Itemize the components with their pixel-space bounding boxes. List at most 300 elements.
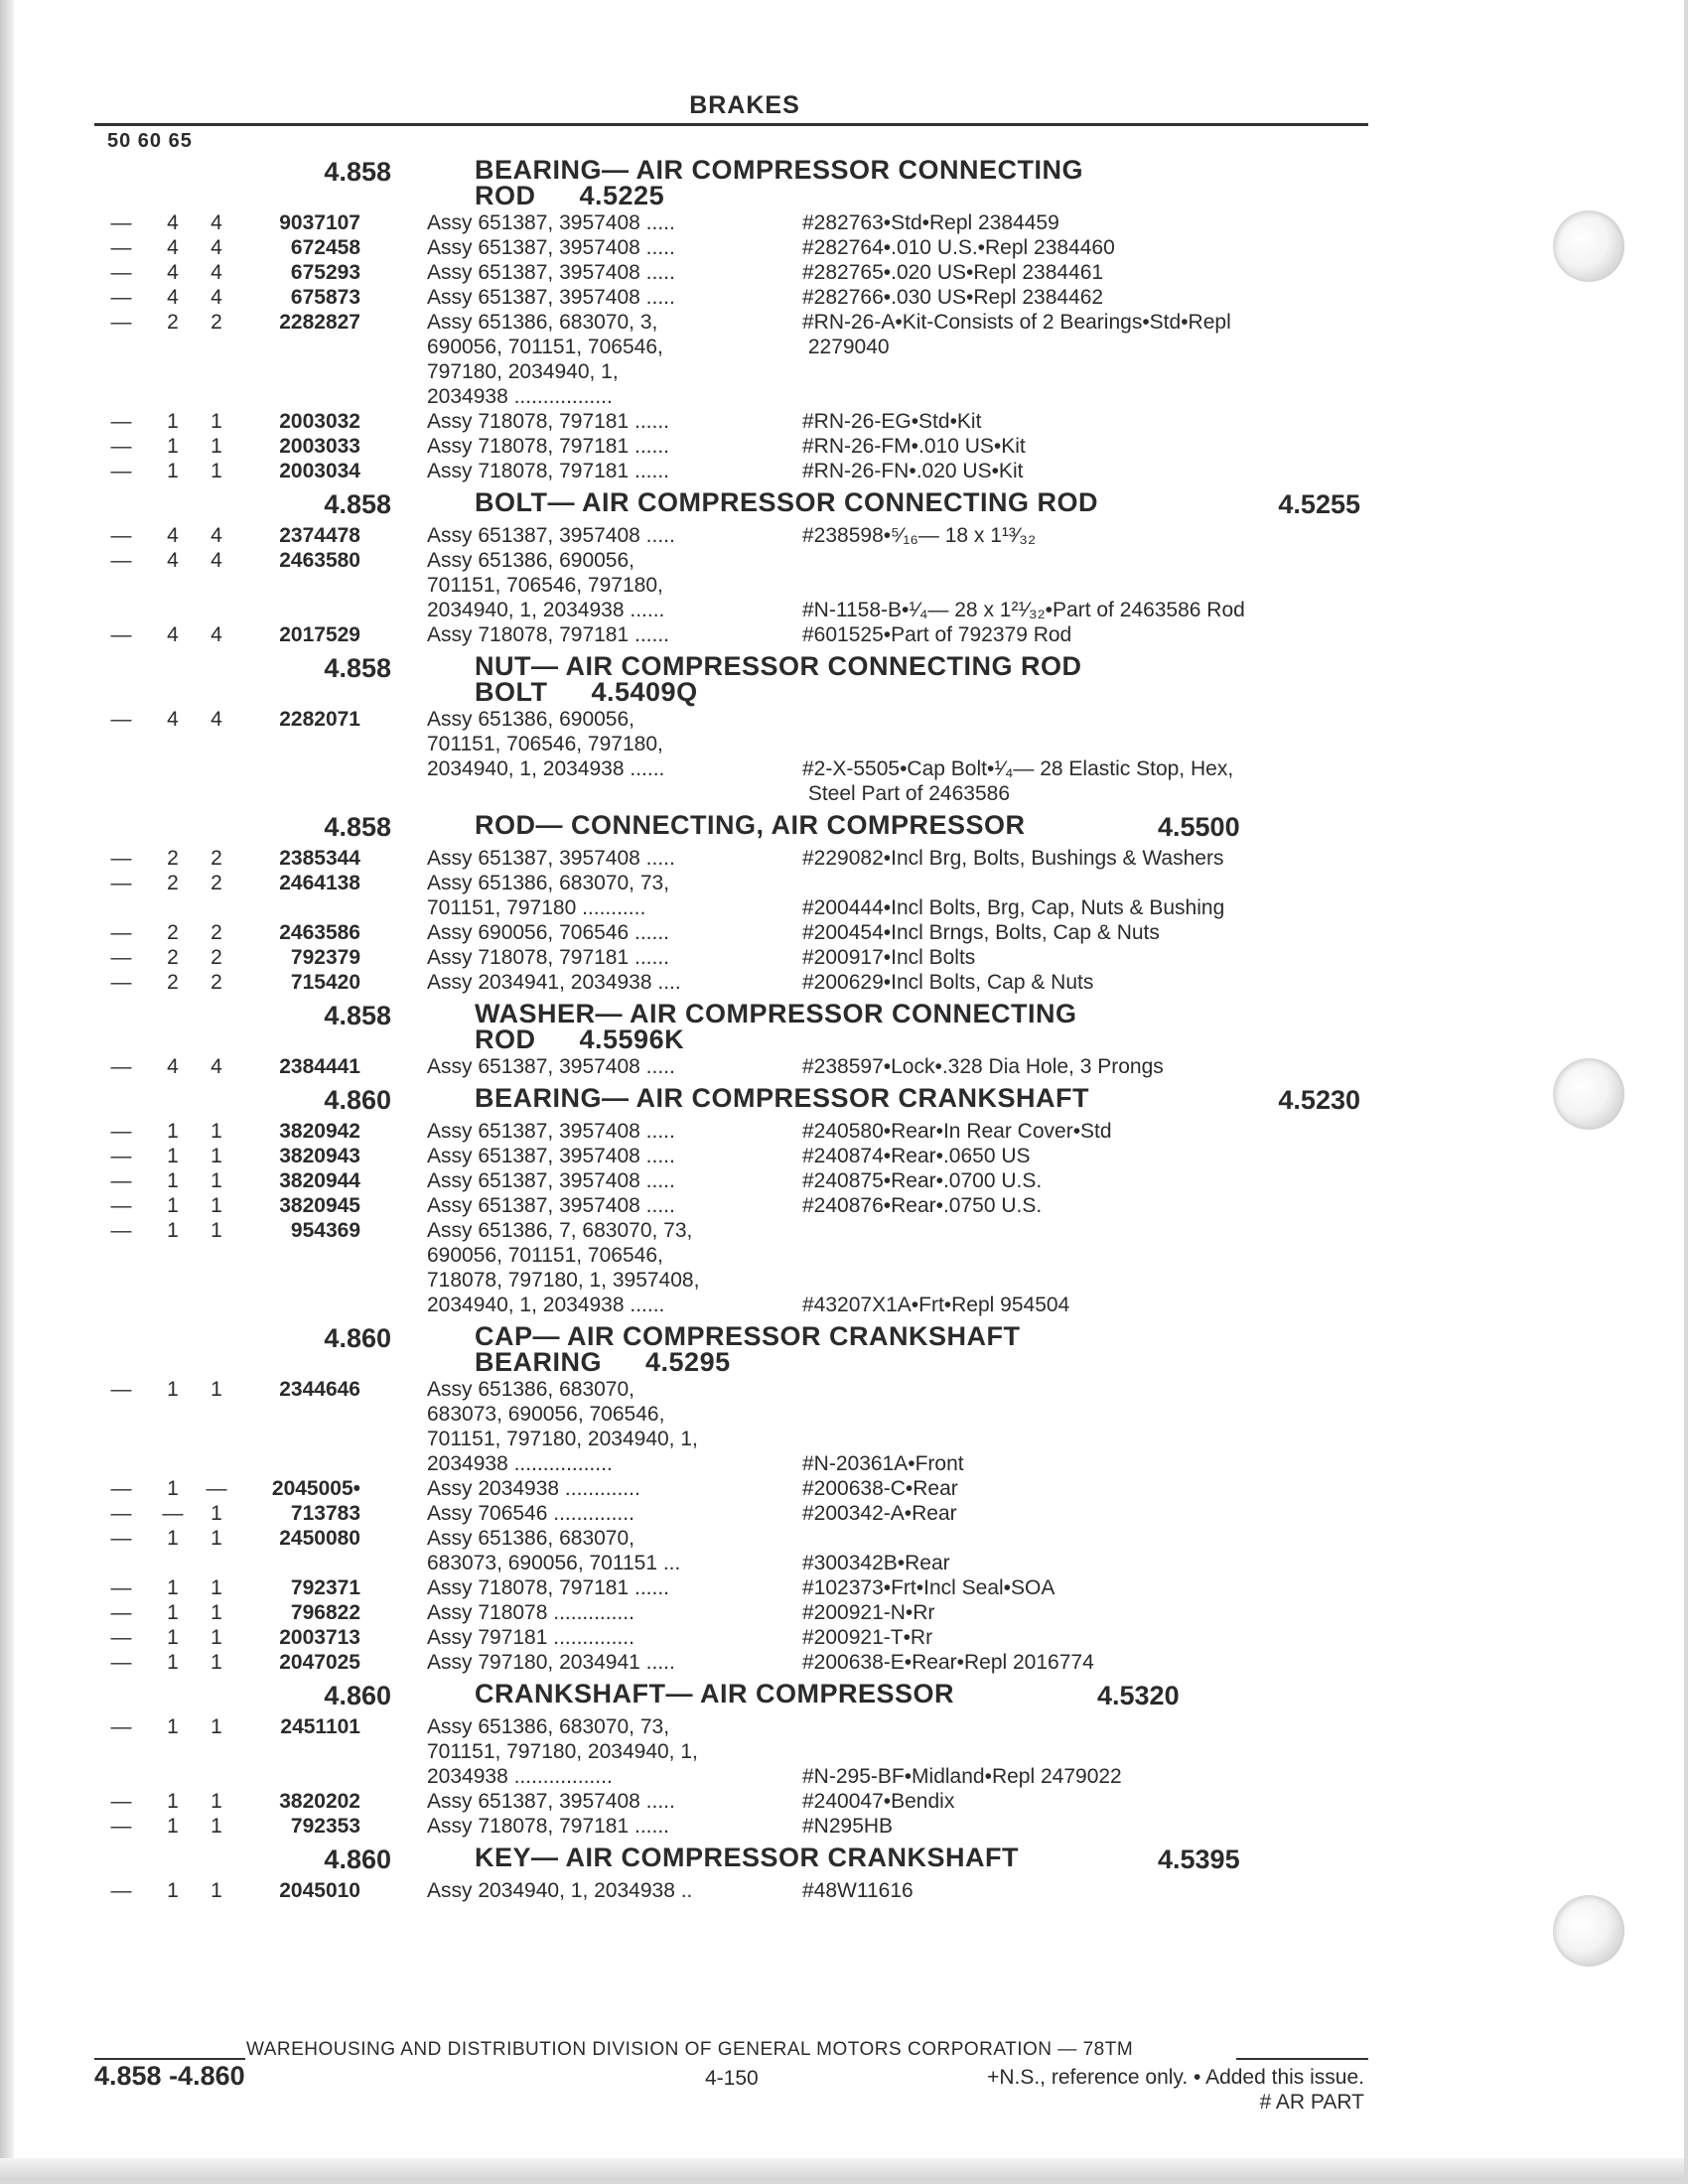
- usage-1950: —: [110, 524, 132, 547]
- part-number: 675873: [290, 286, 360, 309]
- usage-1950: —: [110, 1651, 132, 1674]
- section-title-line-1: BOLT— AIR COMPRESSOR CONNECTING ROD: [475, 487, 1099, 517]
- usage-1965: 1: [211, 1194, 222, 1217]
- section-title-line-1: BEARING— AIR COMPRESSOR CRANKSHAFT: [475, 1083, 1090, 1113]
- usage-1965: 1: [211, 1219, 222, 1242]
- usage-1965: 1: [211, 1879, 222, 1902]
- part-row: [0, 920, 1370, 945]
- usage-1965: 1: [211, 1502, 222, 1525]
- usage-1960: 2: [167, 921, 179, 944]
- section-header: [0, 806, 1370, 846]
- assembly-line: Assy 651387, 3957408 .....: [427, 1194, 675, 1217]
- section-title-line-1: ROD— CONNECTING, AIR COMPRESSOR: [475, 810, 1026, 840]
- usage-1950: —: [110, 623, 132, 646]
- part-number: 2450080: [279, 1527, 360, 1550]
- section-header: [0, 995, 1370, 1054]
- assembly-line: Assy 651387, 3957408 .....: [427, 236, 675, 259]
- part-row: [0, 1377, 1370, 1476]
- usage-1960: 1: [167, 410, 179, 433]
- assembly-list: [427, 1054, 784, 1079]
- usage-1950: —: [110, 1715, 132, 1738]
- assembly-list: [427, 285, 784, 310]
- header-rule: [94, 123, 1368, 126]
- usage-1960: 1: [167, 1626, 179, 1649]
- usage-1960: 1: [167, 1120, 179, 1143]
- usage-1960: 1: [167, 1145, 179, 1167]
- section-title-line-2: BEARING: [475, 1347, 603, 1377]
- assembly-line: Assy 651386, 690056,: [427, 708, 634, 731]
- part-description: #240580•Rear•In Rear Cover•Std: [802, 1120, 1112, 1143]
- usage-1950: —: [110, 1790, 132, 1813]
- usage-1965: 2: [211, 311, 222, 334]
- part-description: #200342-A•Rear: [802, 1502, 957, 1525]
- part-row: [0, 1218, 1370, 1317]
- usage-1960: 1: [167, 1219, 179, 1242]
- section-reference: 4.5230: [1278, 1085, 1360, 1115]
- part-number: 796822: [290, 1601, 360, 1624]
- assembly-list: [427, 1526, 784, 1575]
- section-reference: 4.5409Q: [591, 677, 698, 707]
- part-description: #240876•Rear•.0750 U.S.: [802, 1194, 1043, 1217]
- assembly-line: 2034938 .................: [427, 385, 613, 408]
- usage-1950: —: [110, 921, 132, 944]
- assembly-line: Assy 718078, 797181 ......: [427, 435, 670, 458]
- usage-1950: —: [110, 1879, 132, 1902]
- assembly-line: Assy 706546 ..............: [427, 1502, 634, 1525]
- part-description: #48W11616: [802, 1879, 914, 1902]
- usage-1950: —: [110, 1527, 132, 1550]
- assembly-line: Assy 651387, 3957408 .....: [427, 1120, 675, 1143]
- assembly-list: [427, 1878, 784, 1903]
- usage-1950: —: [110, 971, 132, 994]
- part-description: #300342B•Rear: [802, 1552, 950, 1574]
- usage-1960: 1: [167, 1169, 179, 1192]
- assembly-line: 701151, 797180, 2034940, 1,: [427, 1740, 698, 1763]
- part-row: [0, 1575, 1370, 1600]
- part-description: #N-1158-B•¹⁄₄— 28 x 1²¹⁄₃₂•Part of 2463586 Rod: [802, 599, 1245, 621]
- usage-1960: —: [162, 1502, 184, 1525]
- usage-1960: 1: [167, 1477, 179, 1500]
- part-row: [0, 459, 1370, 483]
- assembly-line: Assy 651387, 3957408 .....: [427, 524, 675, 547]
- part-number: 2374478: [279, 524, 360, 547]
- section-title: [475, 489, 1098, 515]
- section-reference: 4.5320: [1097, 1681, 1180, 1710]
- section-header: [0, 1839, 1370, 1878]
- usage-1960: 1: [167, 460, 179, 482]
- part-number: 3820943: [279, 1145, 360, 1167]
- section-title: [475, 812, 1026, 838]
- usage-1950: —: [110, 1626, 132, 1649]
- usage-1960: 1: [167, 1527, 179, 1550]
- assembly-line: Assy 2034940, 1, 2034938 ..: [427, 1879, 693, 1902]
- assembly-line: 701151, 797180, 2034940, 1,: [427, 1428, 698, 1450]
- section-reference: 4.5295: [645, 1347, 731, 1377]
- assembly-list: [427, 1625, 784, 1650]
- section-title-line-2: BOLT: [475, 677, 548, 707]
- usage-1950: —: [110, 1055, 132, 1078]
- assembly-line: 2034940, 1, 2034938 ......: [427, 599, 665, 621]
- part-number: 2003034: [279, 460, 360, 482]
- usage-1960: 4: [167, 286, 179, 309]
- usage-1965: 1: [211, 1120, 222, 1143]
- assembly-line: Assy 718078, 797181 ......: [427, 1576, 670, 1599]
- usage-1965: 4: [211, 623, 222, 646]
- usage-1950: —: [110, 435, 132, 458]
- assembly-list: [427, 1144, 784, 1168]
- section-header: [0, 1317, 1370, 1377]
- part-row: [0, 235, 1370, 260]
- section-reference: 4.5395: [1158, 1844, 1240, 1874]
- assembly-line: Assy 651387, 3957408 .....: [427, 261, 675, 284]
- usage-1965: 1: [211, 1169, 222, 1192]
- part-number: 713783: [290, 1502, 360, 1525]
- usage-1965: 1: [211, 1145, 222, 1167]
- section-title: [475, 1085, 1089, 1111]
- usage-1965: 1: [211, 1790, 222, 1813]
- usage-1965: 2: [211, 921, 222, 944]
- usage-1950: —: [110, 236, 132, 259]
- usage-1965: 4: [211, 286, 222, 309]
- section-title-line-1: CRANKSHAFT— AIR COMPRESSOR: [475, 1679, 955, 1708]
- assembly-list: [427, 235, 784, 260]
- assembly-line: Assy 690056, 706546 ......: [427, 921, 670, 944]
- usage-1950: —: [110, 1194, 132, 1217]
- part-number: 2047025: [279, 1651, 360, 1674]
- assembly-list: [427, 1476, 784, 1501]
- usage-1960: 2: [167, 971, 179, 994]
- usage-1965: 1: [211, 1527, 222, 1550]
- assembly-line: Assy 651386, 690056,: [427, 549, 634, 572]
- usage-1950: —: [110, 1502, 132, 1525]
- part-row: [0, 1814, 1370, 1839]
- assembly-list: [427, 1714, 784, 1789]
- assembly-line: Assy 651387, 3957408 .....: [427, 1169, 675, 1192]
- footer-rule-right: [1236, 2058, 1368, 2060]
- usage-1950: —: [110, 872, 132, 894]
- assembly-list: [427, 707, 784, 781]
- assembly-line: 701151, 706546, 797180,: [427, 733, 663, 755]
- section-number: 4.858: [324, 157, 391, 187]
- footer-distributor-text: WAREHOUSING AND DISTRIBUTION DIVISION OF GENERAL MOTORS CORPORATION — 78TM: [246, 2039, 1134, 2060]
- part-description: #RN-26-FM•.010 US•Kit: [802, 435, 1026, 458]
- legend-line-2: # AR PART: [1259, 2091, 1364, 2114]
- part-description: #200638-C•Rear: [802, 1477, 958, 1500]
- part-number: 2451101: [280, 1715, 360, 1738]
- section-title-line-2: ROD: [475, 181, 536, 210]
- section-title-line-1: KEY— AIR COMPRESSOR CRANKSHAFT: [475, 1843, 1020, 1872]
- assembly-line: Assy 718078, 797181 ......: [427, 623, 670, 646]
- section-header: [0, 151, 1370, 210]
- legend-line-1: +N.S., reference only. • Added this issue.: [987, 2066, 1364, 2089]
- assembly-line: 2034940, 1, 2034938 ......: [427, 1294, 665, 1316]
- usage-1960: 1: [167, 1715, 179, 1738]
- part-row: [0, 622, 1370, 647]
- section-title-line-1: BEARING— AIR COMPRESSOR CONNECTING: [475, 155, 1084, 185]
- assembly-line: Assy 718078, 797181 ......: [427, 460, 670, 482]
- section-title: [475, 653, 1082, 705]
- usage-1950: —: [110, 1576, 132, 1599]
- assembly-line: Assy 651387, 3957408 .....: [427, 847, 675, 870]
- usage-1965: 1: [211, 1378, 222, 1401]
- assembly-list: [427, 260, 784, 285]
- part-row: [0, 1789, 1370, 1814]
- part-description: #200917•Incl Bolts: [802, 946, 976, 969]
- part-row: [0, 1168, 1370, 1193]
- part-number: 792371: [290, 1576, 360, 1599]
- assembly-line: 2034938 .................: [427, 1452, 613, 1475]
- part-number: 954369: [290, 1219, 360, 1242]
- usage-1950: —: [110, 211, 132, 234]
- usage-1960: 4: [167, 549, 179, 572]
- part-number: 2003033: [279, 435, 360, 458]
- part-description: #238598•⁵⁄₁₆— 18 x 1¹³⁄₃₂: [802, 524, 1037, 547]
- part-row: [0, 523, 1370, 548]
- part-number: 792379: [290, 946, 360, 969]
- part-description: #240047•Bendix: [802, 1790, 955, 1813]
- assembly-list: [427, 945, 784, 970]
- usage-1960: 2: [167, 872, 179, 894]
- assembly-line: Assy 718078, 797181 ......: [427, 410, 670, 433]
- usage-1965: 1: [211, 435, 222, 458]
- assembly-line: Assy 651386, 683070,: [427, 1378, 634, 1401]
- binder-hole: [1553, 1058, 1624, 1130]
- usage-1960: 2: [167, 946, 179, 969]
- part-number: 2344646: [279, 1378, 360, 1401]
- section-header: [0, 647, 1370, 707]
- assembly-list: [427, 434, 784, 459]
- part-number: 2463586: [279, 921, 360, 944]
- usage-1960: 1: [167, 1815, 179, 1838]
- usage-1965: 1: [211, 460, 222, 482]
- usage-1965: 4: [211, 549, 222, 572]
- assembly-line: Assy 718078 ..............: [427, 1601, 634, 1624]
- usage-1950: —: [110, 946, 132, 969]
- usage-1960: 4: [167, 261, 179, 284]
- usage-1965: 1: [211, 1601, 222, 1624]
- assembly-line: Assy 651386, 683070,: [427, 1527, 634, 1550]
- part-description: #282764•.010 U.S.•Repl 2384460: [802, 236, 1115, 259]
- part-row: [0, 945, 1370, 970]
- assembly-list: [427, 409, 784, 434]
- usage-1965: 1: [211, 410, 222, 433]
- part-description: #200454•Incl Brngs, Bolts, Cap & Nuts: [802, 921, 1160, 944]
- usage-1965: 2: [211, 946, 222, 969]
- part-description: #240875•Rear•.0700 U.S.: [802, 1169, 1043, 1192]
- section-title: [475, 1844, 1019, 1870]
- assembly-line: 683073, 690056, 706546,: [427, 1403, 665, 1426]
- part-number: 2003032: [279, 410, 360, 433]
- part-row: [0, 548, 1370, 622]
- usage-1950: —: [110, 311, 132, 334]
- part-number: 715420: [290, 971, 360, 994]
- assembly-list: [427, 459, 784, 483]
- part-number: 3820944: [279, 1169, 360, 1192]
- assembly-list: [427, 622, 784, 647]
- part-description: #200921-N•Rr: [802, 1601, 935, 1624]
- usage-1950: —: [110, 847, 132, 870]
- part-row: [0, 310, 1370, 409]
- usage-1950: —: [110, 1815, 132, 1838]
- part-row: [0, 871, 1370, 920]
- assembly-list: [427, 1501, 784, 1526]
- usage-1965: —: [206, 1477, 227, 1500]
- usage-1965: 4: [211, 211, 222, 234]
- usage-1960: 1: [167, 1601, 179, 1624]
- assembly-list: [427, 210, 784, 235]
- section-range: 4.858 -4.860: [94, 2061, 245, 2091]
- assembly-line: Assy 2034938 .............: [427, 1477, 640, 1500]
- assembly-list: [427, 1168, 784, 1193]
- usage-1965: 2: [211, 971, 222, 994]
- usage-1960: 2: [167, 847, 179, 870]
- part-description: #238597•Lock•.328 Dia Hole, 3 Prongs: [802, 1055, 1164, 1078]
- section-number: 4.860: [324, 1844, 391, 1874]
- part-number: 2464138: [279, 872, 360, 894]
- part-description: #RN-26-A•Kit-Consists of 2 Bearings•Std•Repl 2279040: [802, 311, 1231, 358]
- section-title-line-2: ROD: [475, 1024, 536, 1054]
- usage-1950: —: [110, 286, 132, 309]
- part-number: 2045005•: [271, 1477, 360, 1500]
- section-number: 4.858: [324, 489, 391, 519]
- assembly-list: [427, 1575, 784, 1600]
- assembly-line: Assy 651386, 683070, 73,: [427, 872, 670, 894]
- assembly-list: [427, 1119, 784, 1144]
- part-description: #282763•Std•Repl 2384459: [802, 211, 1059, 234]
- part-description: #601525•Part of 792379 Rod: [802, 623, 1072, 646]
- assembly-list: [427, 970, 784, 995]
- usage-1960: 1: [167, 1378, 179, 1401]
- section-title-line-1: WASHER— AIR COMPRESSOR CONNECTING: [475, 999, 1077, 1028]
- assembly-line: 701151, 797180 ...........: [427, 896, 646, 919]
- section-title-line-1: NUT— AIR COMPRESSOR CONNECTING ROD: [475, 651, 1082, 681]
- part-description: #200921-T•Rr: [802, 1626, 933, 1649]
- assembly-list: [427, 310, 784, 409]
- assembly-line: 683073, 690056, 701151 ...: [427, 1552, 681, 1574]
- usage-1960: 4: [167, 236, 179, 259]
- part-row: [0, 970, 1370, 995]
- assembly-list: [427, 1193, 784, 1218]
- usage-1960: 4: [167, 708, 179, 731]
- usage-1965: 1: [211, 1626, 222, 1649]
- usage-1950: —: [110, 460, 132, 482]
- section-number: 4.858: [324, 653, 391, 683]
- part-number: 3820202: [279, 1790, 360, 1813]
- part-row: [0, 1054, 1370, 1079]
- part-row: [0, 285, 1370, 310]
- usage-1950: —: [110, 1169, 132, 1192]
- part-number: 2003713: [279, 1626, 360, 1649]
- assembly-list: [427, 1218, 784, 1317]
- assembly-list: [427, 920, 784, 945]
- assembly-line: 2034940, 1, 2034938 ......: [427, 757, 665, 780]
- assembly-list: [427, 1814, 784, 1839]
- section-title: [475, 1681, 954, 1706]
- assembly-line: Assy 651386, 683070, 73,: [427, 1715, 670, 1738]
- assembly-list: [427, 1789, 784, 1814]
- usage-1950: —: [110, 1145, 132, 1167]
- usage-1960: 1: [167, 435, 179, 458]
- usage-1960: 4: [167, 623, 179, 646]
- part-row: [0, 1526, 1370, 1575]
- section-number: 4.858: [324, 812, 391, 842]
- usage-1950: —: [110, 1601, 132, 1624]
- part-number: 9037107: [279, 211, 360, 234]
- part-description: #RN-26-EG•Std•Kit: [802, 410, 982, 433]
- parts-list: [0, 151, 1370, 1903]
- usage-1950: —: [110, 1477, 132, 1500]
- part-row: [0, 1476, 1370, 1501]
- section-number: 4.860: [324, 1323, 391, 1353]
- assembly-line: 690056, 701151, 706546,: [427, 336, 663, 358]
- section-header: [0, 1675, 1370, 1714]
- assembly-line: Assy 797181 ..............: [427, 1626, 634, 1649]
- assembly-line: 2034938 .................: [427, 1765, 613, 1788]
- assembly-line: 690056, 701151, 706546,: [427, 1244, 663, 1267]
- assembly-line: Assy 718078, 797181 ......: [427, 946, 670, 969]
- section-reference: 4.5225: [579, 181, 665, 210]
- part-number: 2045010: [279, 1879, 360, 1902]
- part-row: [0, 260, 1370, 285]
- part-number: 2017529: [279, 623, 360, 646]
- part-description: #282765•.020 US•Repl 2384461: [802, 261, 1104, 284]
- part-number: 675293: [290, 261, 360, 284]
- usage-1960: 4: [167, 1055, 179, 1078]
- usage-1960: 1: [167, 1194, 179, 1217]
- usage-1960: 1: [167, 1576, 179, 1599]
- part-number: 3820942: [279, 1120, 360, 1143]
- usage-1950: —: [110, 708, 132, 731]
- assembly-line: 701151, 706546, 797180,: [427, 574, 663, 597]
- part-description: #200629•Incl Bolts, Cap & Nuts: [802, 971, 1094, 994]
- footer-rule-left: [94, 2058, 245, 2060]
- section-header: [0, 483, 1370, 523]
- assembly-line: Assy 718078, 797181 ......: [427, 1815, 670, 1838]
- part-row: [0, 707, 1370, 806]
- part-row: [0, 1600, 1370, 1625]
- usage-1965: 4: [211, 524, 222, 547]
- section-number: 4.860: [324, 1085, 391, 1115]
- usage-1965: 4: [211, 261, 222, 284]
- model-year-header: 50 60 65: [107, 130, 193, 152]
- section-number: 4.858: [324, 1001, 391, 1030]
- part-row: [0, 1714, 1370, 1789]
- part-number: 2385344: [279, 847, 360, 870]
- part-description: #229082•Incl Brg, Bolts, Bushings & Washers: [802, 847, 1224, 870]
- part-number: 672458: [290, 236, 360, 259]
- usage-1965: 4: [211, 708, 222, 731]
- assembly-line: 797180, 2034940, 1,: [427, 360, 619, 383]
- part-row: [0, 1144, 1370, 1168]
- part-description: #RN-26-FN•.020 US•Kit: [802, 460, 1024, 482]
- section-number: 4.860: [324, 1681, 391, 1710]
- part-number: 3820945: [279, 1194, 360, 1217]
- part-row: [0, 1193, 1370, 1218]
- part-description: #43207X1A•Frt•Repl 954504: [802, 1294, 1070, 1316]
- usage-1950: —: [110, 549, 132, 572]
- assembly-list: [427, 846, 784, 871]
- binder-hole: [1553, 1895, 1624, 1967]
- part-row: [0, 210, 1370, 235]
- usage-1950: —: [110, 1219, 132, 1242]
- usage-1950: —: [110, 1120, 132, 1143]
- usage-1950: —: [110, 1378, 132, 1401]
- usage-1950: —: [110, 261, 132, 284]
- part-row: [0, 846, 1370, 871]
- part-description: #200444•Incl Bolts, Brg, Cap, Nuts & Bushing: [802, 896, 1225, 919]
- assembly-line: Assy 651387, 3957408 .....: [427, 1790, 675, 1813]
- page-edge-bottom: [0, 2158, 1684, 2180]
